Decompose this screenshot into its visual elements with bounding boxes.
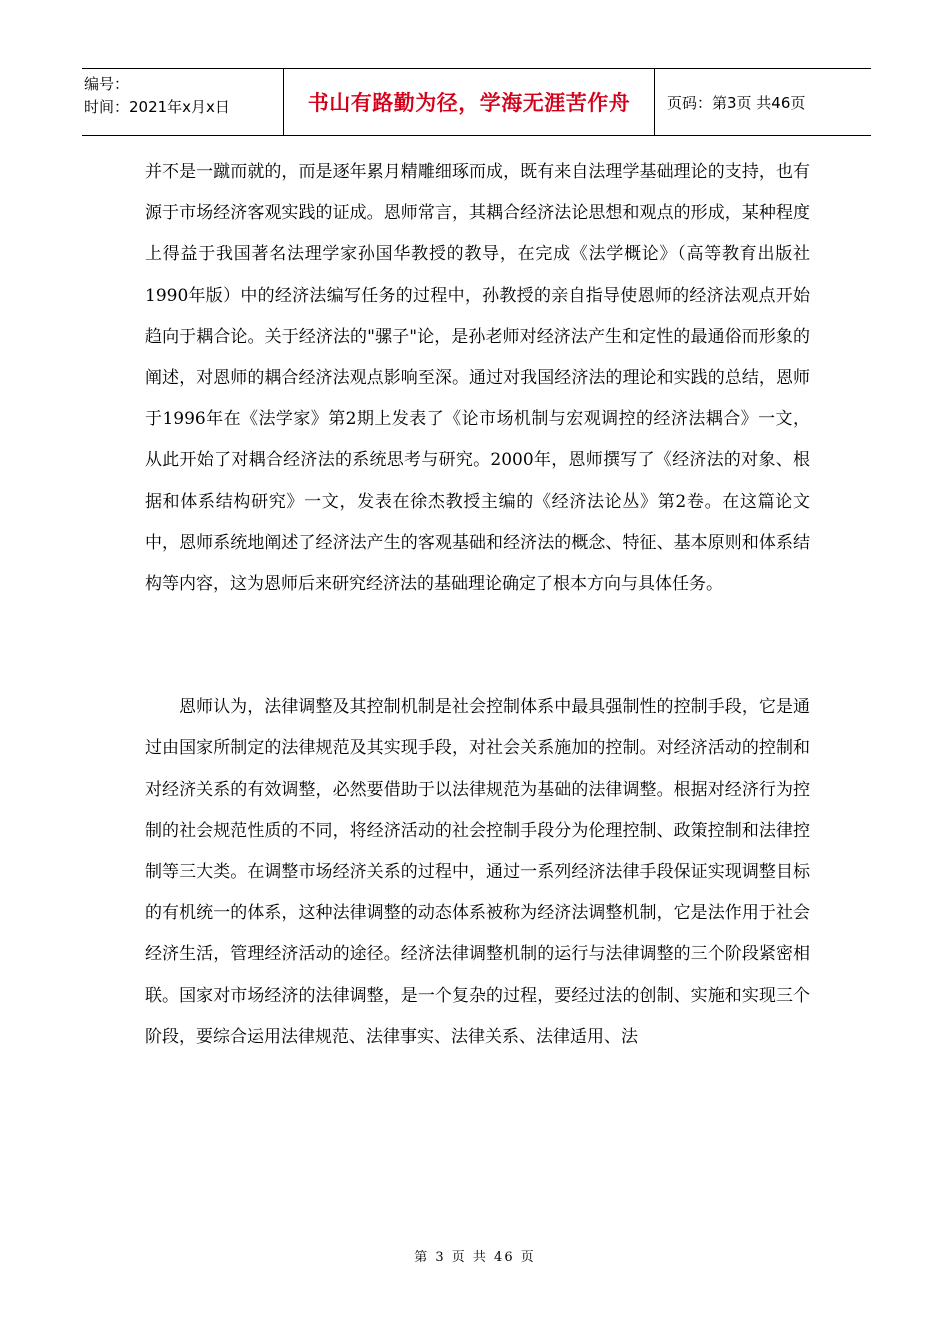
body-paragraph-1: 并不是一蹴而就的，而是逐年累月精雕细琢而成，既有来自法理学基础理论的支持，也有源于市场经济客观实践的证成。恩师常言，其耦合经济法论思想和观点的形成，某种程度上得益于我国著名法理学家孙国华教授的教导，在完成《法学概论》（高等教育出版社1990年版）中的经济法编写任务的过程中，孙教授的亲自指导使恩师的经济法观点开始趋向于耦合论。关于经济法的"骡子"论，是孙老师对经济法产生和定性的最通俗而形象的阐述，对恩师的耦合经济法观点影响至深。通过对我国经济法的理论和实践的总结，恩师于1996年在《法学家》第2期上发表了《论市场机制与宏观调控的经济法耦合》一文，从此开始了对耦合经济法的系统思考与研究。2000年，恩师撰写了《经济法的对象、根据和体系结构研究》一文，发表在徐杰教授主编的《经济法论丛》第2卷。在这篇论文中，恩师系统地阐述了经济法产生的客观基础和经济法的概念、特征、基本原则和体系结构等内容，这为恩师后来研究经济法的基础理论确定了根本方向与具体任务。 xyxy=(145,162,810,595)
header-page-info: 页码：第3页 共46页 xyxy=(667,93,806,112)
body-paragraph-2: 恩师认为，法律调整及其控制机制是社会控制体系中最具强制性的控制手段，它是通过由国家所制定的法律规范及其实现手段，对社会关系施加的控制。对经济活动的控制和对经济关系的有效调整，必然要借助于以法律规范为基础的法律调整。根据对经济行为控制的社会规范性质的不同，将经济活动的社会控制手段分为伦理控制、政策控制和法律控制等三大类。在调整市场经济关系的过程中，通过一系列经济法律手段保证实现调整目标的有机统一的体系，这种法律调整的动态体系被称为经济法调整机制，它是法作用于社会经济生活，管理经济活动的途径。经济法律调整机制的运行与法律调整的三个阶段紧密相联。国家对市场经济的法律调整，是一个复杂的过程，要经过法的创制、实施和实现三个阶段，要综合运用法律规范、法律事实、法律关系、法律适用、法 xyxy=(145,697,810,1047)
document-number-label: 编号： xyxy=(84,75,130,93)
document-time-label: 时间：2021年x月x日 xyxy=(84,98,230,116)
header-motto-cell xyxy=(284,69,655,135)
header-motto: 书山有路勤为径，学海无涯苦作舟 xyxy=(307,91,631,115)
header-table xyxy=(82,68,871,136)
document-body xyxy=(145,152,810,1058)
header-meta-cell xyxy=(82,69,284,135)
page-footer: 第 3 页 共 46 页 xyxy=(414,1250,536,1265)
header-page-cell xyxy=(655,69,871,135)
